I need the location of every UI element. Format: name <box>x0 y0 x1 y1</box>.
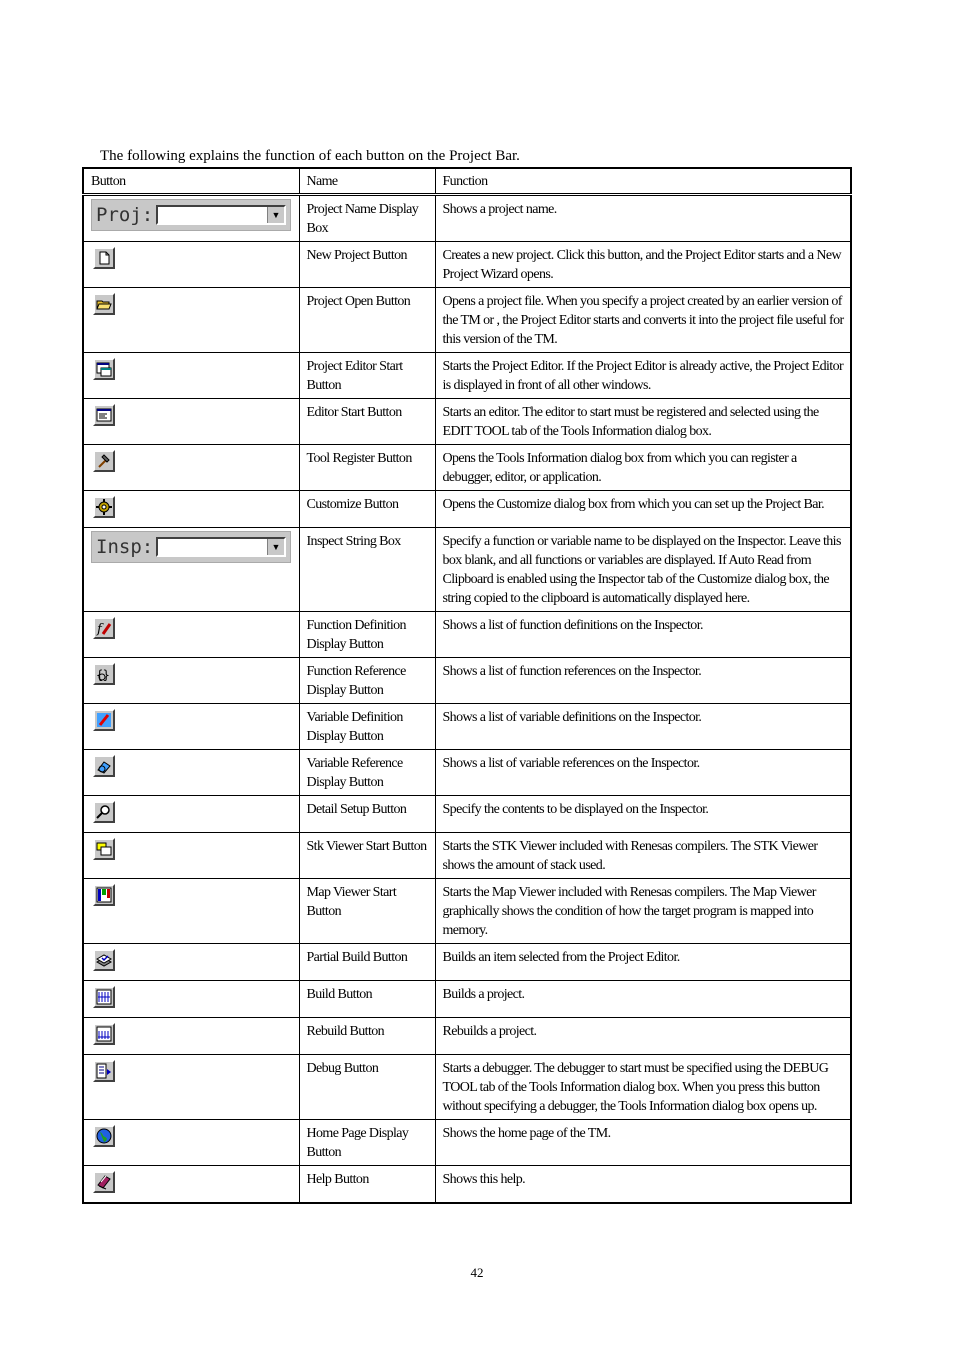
table-row <box>83 242 851 288</box>
function-definition-icon[interactable] <box>93 617 115 639</box>
button-cell <box>83 879 299 944</box>
button-function: Opens a project file. When you specify a project created by an earlier version of the TM or , the Project Editor starts and converts it into the project file useful for this version of the TM. <box>435 288 851 353</box>
partial-build-icon[interactable] <box>93 949 115 971</box>
editor-window-icon[interactable] <box>93 404 115 426</box>
button-function: Shows a list of function references on the Inspector. <box>435 658 851 704</box>
header-function: Function <box>435 168 851 195</box>
button-cell <box>83 399 299 445</box>
button-function: Shows the home page of the TM. <box>435 1120 851 1166</box>
table-row <box>83 491 851 528</box>
table-row <box>83 1055 851 1120</box>
button-function: Builds a project. <box>435 981 851 1018</box>
table-row <box>83 445 851 491</box>
button-function: Starts a debugger. The debugger to start must be specified using the DEBUG TOOL tab of the Tools Information dialog box. When you press this button without specifying a debugger, the Tools Information dialog box opens up. <box>435 1055 851 1120</box>
table-row <box>83 1120 851 1166</box>
table-row <box>83 704 851 750</box>
button-cell <box>83 981 299 1018</box>
button-function: Shows a list of function definitions on the Inspector. <box>435 612 851 658</box>
header-name: Name <box>299 168 435 195</box>
button-name: Partial Build Button <box>299 944 435 981</box>
project-name-combobox[interactable] <box>91 199 291 231</box>
new-page-icon[interactable] <box>93 247 115 269</box>
button-function: Creates a new project. Click this button, and the Project Editor starts and a New Project Wizard opens. <box>435 242 851 288</box>
svg-text:{}: {} <box>96 668 110 682</box>
button-name: Inspect String Box <box>299 528 435 612</box>
table-row <box>83 750 851 796</box>
button-cell <box>83 833 299 879</box>
table-row <box>83 796 851 833</box>
dropdown-arrow-icon[interactable]: ▼ <box>267 207 284 223</box>
button-function: Starts the Map Viewer included with Renesas compilers. The Map Viewer graphically shows the condition of how the target program is mapped into memory. <box>435 879 851 944</box>
button-cell <box>83 1166 299 1204</box>
button-cell <box>83 353 299 399</box>
button-function: Rebuilds a project. <box>435 1018 851 1055</box>
button-name: Variable Reference Display Button <box>299 750 435 796</box>
button-cell <box>83 750 299 796</box>
button-function: Opens the Customize dialog box from which you can set up the Project Bar. <box>435 491 851 528</box>
button-cell <box>83 796 299 833</box>
button-function: Starts an editor. The editor to start must be registered and selected using the EDIT TOOL tab of the Tools Information dialog box. <box>435 399 851 445</box>
build-icon[interactable] <box>93 986 115 1008</box>
rebuild-icon[interactable] <box>93 1023 115 1045</box>
button-name: Map Viewer Start Button <box>299 879 435 944</box>
button-name: Project Editor Start Button <box>299 353 435 399</box>
button-cell <box>83 704 299 750</box>
page-number: 42 <box>470 1265 484 1280</box>
table-row <box>83 195 851 242</box>
button-function: Shows a list of variable references on the Inspector. <box>435 750 851 796</box>
button-function: Shows a project name. <box>435 195 851 242</box>
button-name: Customize Button <box>299 491 435 528</box>
project-bar-table <box>82 167 852 1204</box>
table-row <box>83 879 851 944</box>
help-book-icon[interactable] <box>93 1171 115 1193</box>
button-cell <box>83 195 299 242</box>
button-name: Project Open Button <box>299 288 435 353</box>
debug-icon[interactable] <box>93 1060 115 1082</box>
button-function: Specify the contents to be displayed on the Inspector. <box>435 796 851 833</box>
table-row <box>83 658 851 704</box>
button-cell <box>83 944 299 981</box>
stack-viewer-icon[interactable] <box>93 838 115 860</box>
button-function: Starts the Project Editor. If the Project Editor is already active, the Project Editor is displayed in front of all other windows. <box>435 353 851 399</box>
table-row <box>83 1018 851 1055</box>
table-header-row <box>83 168 851 195</box>
insp-label: Insp: <box>96 535 154 558</box>
button-name: Build Button <box>299 981 435 1018</box>
button-name: Stk Viewer Start Button <box>299 833 435 879</box>
button-name: Rebuild Button <box>299 1018 435 1055</box>
function-reference-icon[interactable] <box>93 663 115 685</box>
button-name: Function Reference Display Button <box>299 658 435 704</box>
button-function: Shows a list of variable definitions on the Inspector. <box>435 704 851 750</box>
button-name: Project Name Display Box <box>299 195 435 242</box>
table-row <box>83 399 851 445</box>
combobox-field[interactable] <box>156 537 286 557</box>
open-folder-icon[interactable] <box>93 293 115 315</box>
table-row <box>83 612 851 658</box>
button-cell <box>83 1055 299 1120</box>
button-function: Shows this help. <box>435 1166 851 1204</box>
table-row <box>83 528 851 612</box>
button-cell <box>83 1018 299 1055</box>
button-name: New Project Button <box>299 242 435 288</box>
button-function: Builds an item selected from the Project Editor. <box>435 944 851 981</box>
button-name: Editor Start Button <box>299 399 435 445</box>
table-row <box>83 1166 851 1204</box>
table-row <box>83 353 851 399</box>
table-row <box>83 981 851 1018</box>
magnifier-icon[interactable] <box>93 801 115 823</box>
globe-icon[interactable] <box>93 1125 115 1147</box>
header-button: Button <box>83 168 299 195</box>
map-viewer-icon[interactable] <box>93 884 115 906</box>
hammer-icon[interactable] <box>93 450 115 472</box>
button-name: Variable Definition Display Button <box>299 704 435 750</box>
button-name: Home Page Display Button <box>299 1120 435 1166</box>
button-function: Specify a function or variable name to be displayed on the Inspector. Leave this box blank, and all functions or variables are displayed. If Auto Read from Clipboard is enabled using the Inspector tab of the Customize dialog box, the string copied to the clipboard is automatically displayed here. <box>435 528 851 612</box>
button-name: Detail Setup Button <box>299 796 435 833</box>
gear-icon[interactable] <box>93 496 115 518</box>
button-name: Help Button <box>299 1166 435 1204</box>
intro-text: The following explains the function of each button on the Project Bar. <box>100 148 520 164</box>
dropdown-arrow-icon[interactable]: ▼ <box>267 539 284 555</box>
button-function: Opens the Tools Information dialog box from which you can register a debugger, editor, or application. <box>435 445 851 491</box>
combobox-field[interactable] <box>156 205 286 225</box>
variable-reference-icon[interactable] <box>93 755 115 777</box>
button-name: Function Definition Display Button <box>299 612 435 658</box>
table-row <box>83 833 851 879</box>
button-cell <box>83 1120 299 1166</box>
table-row <box>83 944 851 981</box>
button-function: Starts the STK Viewer included with Renesas compilers. The STK Viewer shows the amount of stack used. <box>435 833 851 879</box>
button-cell <box>83 491 299 528</box>
project-editor-icon[interactable] <box>93 358 115 380</box>
inspect-string-combobox[interactable] <box>91 531 291 563</box>
button-cell <box>83 612 299 658</box>
button-cell <box>83 658 299 704</box>
svg-text:f: f <box>97 622 102 636</box>
button-name: Tool Register Button <box>299 445 435 491</box>
button-cell <box>83 445 299 491</box>
button-cell <box>83 528 299 612</box>
button-name: Debug Button <box>299 1055 435 1120</box>
button-cell <box>83 288 299 353</box>
table-row <box>83 288 851 353</box>
proj-label: Proj: <box>96 203 154 226</box>
variable-definition-icon[interactable] <box>93 709 115 731</box>
button-cell <box>83 242 299 288</box>
